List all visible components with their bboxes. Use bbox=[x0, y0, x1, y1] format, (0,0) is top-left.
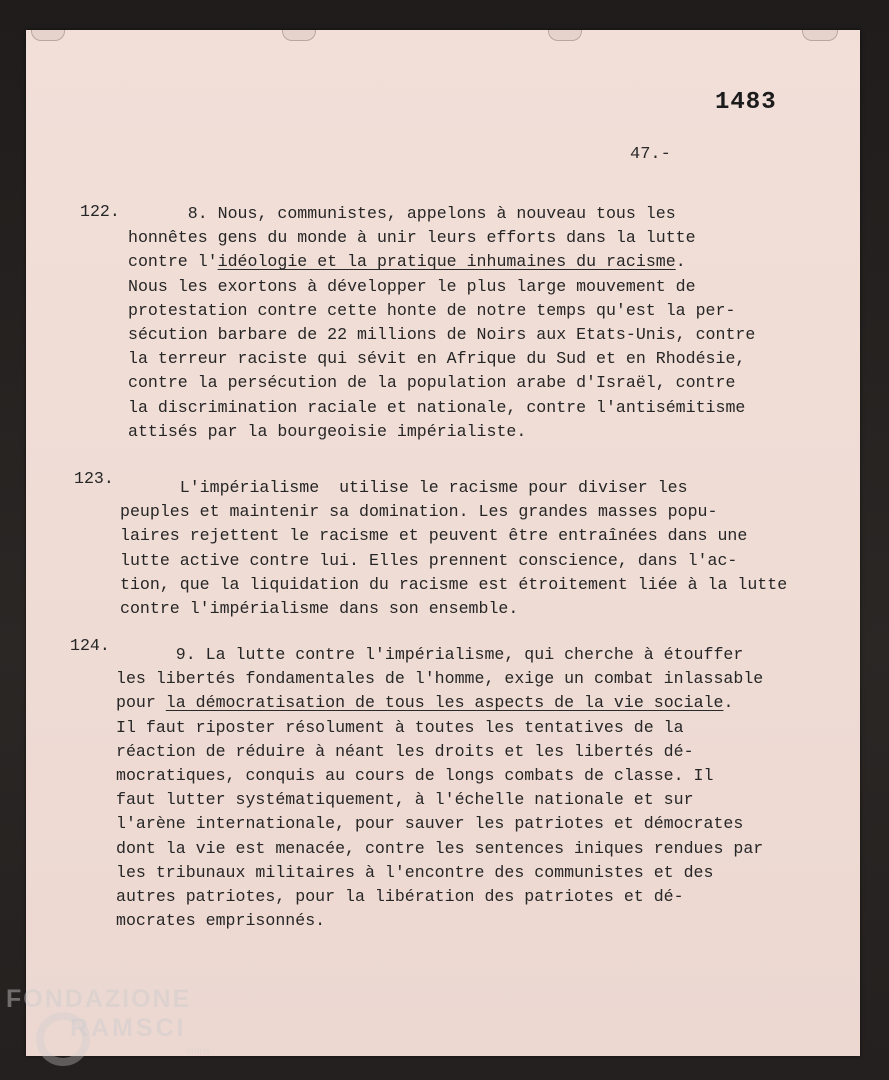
watermark-line: RAMSCI bbox=[70, 1014, 187, 1042]
binder-clip bbox=[548, 30, 582, 41]
text-line: 8. Nous, communistes, appelons à nouveau tous les bbox=[128, 204, 676, 223]
text-line: lutte active contre lui. Elles prennent conscience, dans l'ac- bbox=[120, 550, 738, 570]
text-segment: contre l' bbox=[128, 252, 218, 272]
underlined-phrase: la démocratisation de tous les aspects de la vie sociale bbox=[165, 693, 724, 713]
watermark-onlus: onlus bbox=[186, 1046, 210, 1057]
text-line: laires rejettent le racisme et peuvent être entraînées dans une bbox=[120, 526, 748, 546]
text-segment: . bbox=[723, 693, 734, 713]
text-line: les tribunaux militaires à l'encontre des communistes et des bbox=[116, 862, 714, 882]
text-line: contre la persécution de la population arabe d'Israël, contre bbox=[128, 373, 736, 393]
watermark-line: FONDAZIONE bbox=[6, 985, 192, 1013]
text-line: mocratiques, conquis au cours de longs combats de classe. Il bbox=[116, 766, 714, 786]
text-line: attisés par la bourgeoisie impérialiste. bbox=[128, 421, 527, 441]
text-line: contre l'impérialisme dans son ensemble. bbox=[120, 599, 519, 619]
text-line: 9. La lutte contre l'impérialisme, qui cherche à étouffer bbox=[116, 645, 744, 664]
text-line bbox=[128, 250, 755, 274]
text-line: la terreur raciste qui sévit en Afrique du Sud et en Rhodésie, bbox=[128, 349, 746, 369]
text-line bbox=[116, 691, 763, 715]
binder-clip bbox=[282, 30, 316, 41]
underlined-phrase: idéologie et la pratique inhumaines du racisme bbox=[217, 252, 676, 272]
text-segment: . bbox=[675, 252, 686, 272]
text-segment: pour bbox=[116, 693, 166, 713]
text-line: Nous les exortons à développer le plus large mouvement de bbox=[128, 276, 696, 296]
text-line: tion, que la liquidation du racisme est étroitement liée à la lutte bbox=[120, 574, 788, 594]
archive-stamp-number: 1483 bbox=[715, 89, 777, 116]
text-line: l'arène internationale, pour sauver les patriotes et démocrates bbox=[116, 814, 744, 834]
paragraph-number: 122. bbox=[80, 202, 120, 221]
text-line: dont la vie est menacée, contre les sentences iniques rendues par bbox=[116, 838, 764, 858]
text-line: les libertés fondamentales de l'homme, exige un combat inlassable bbox=[116, 669, 764, 689]
paragraph-number: 124. bbox=[70, 636, 110, 655]
binder-clip bbox=[802, 30, 838, 41]
paragraph-124 bbox=[116, 643, 763, 933]
text-line: L'impérialisme utilise le racisme pour diviser les bbox=[120, 478, 688, 497]
text-line: protestation contre cette honte de notre temps qu'est la per- bbox=[128, 300, 736, 320]
text-line: mocrates emprisonnés. bbox=[116, 911, 326, 931]
text-line: Il faut riposter résolument à toutes les tentatives de la bbox=[116, 717, 684, 737]
binder-clip bbox=[31, 30, 65, 41]
paragraph-123 bbox=[120, 476, 787, 621]
text-line: sécution barbare de 22 millions de Noirs aux Etats-Unis, contre bbox=[128, 325, 756, 345]
page-number: 47.- bbox=[630, 145, 671, 164]
text-line: réaction de réduire à néant les droits et les libertés dé- bbox=[116, 741, 694, 761]
text-line: autres patriotes, pour la libération des patriotes et dé- bbox=[116, 887, 684, 907]
paragraph-number: 123. bbox=[74, 469, 114, 488]
text-line: peuples et maintenir sa domination. Les grandes masses popu- bbox=[120, 502, 718, 522]
text-line: la discrimination raciale et nationale, contre l'antisémitisme bbox=[128, 397, 746, 417]
watermark-logo bbox=[6, 985, 191, 1043]
paragraph-122 bbox=[128, 202, 755, 444]
text-line: honnêtes gens du monde à unir leurs efforts dans la lutte bbox=[128, 228, 696, 248]
text-line: faut lutter systématiquement, à l'échelle nationale et sur bbox=[116, 790, 694, 810]
